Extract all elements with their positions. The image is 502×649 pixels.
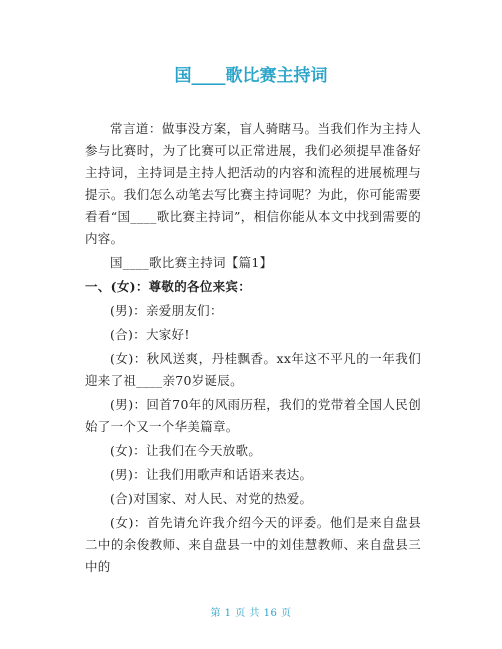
dialogue-line: (女)：秋风送爽，丹桂飘香。xx年这不平凡的一年我们迎来了祖____亲70岁诞辰。 <box>85 351 421 388</box>
dialogue-line: (男)：让我们用歌声和话语来表达。 <box>110 467 313 482</box>
intro-paragraph: 常言道：做事没方案，盲人骑瞎马。当我们作为主持人参与比赛时，为了比赛可以正常进展，我们必须提早准备好主持词，主持词是主持人把活动的内容和流程的进展梳理与提示。我们怎么动笔去写比赛主持词呢？为此，你可能需要看看“国____歌比赛主持词”，相信你能从本文中找到需要的内容。 <box>85 121 421 246</box>
dialogue-line: (女)：让我们在今天放歌。 <box>110 443 262 458</box>
page-footer: 第 1 页 共 16 页 <box>210 608 292 619</box>
section-heading: 一、(女)：尊敬的各位来宾： <box>85 279 252 294</box>
dialogue-line: (合)对国家、对人民、对党的热爱。 <box>110 491 313 506</box>
dialogue-line: (合)：大家好! <box>110 327 190 342</box>
document-body <box>85 118 421 580</box>
dialogue-line: (男)：回首70年的风雨历程，我们的党带着全国人民创始了一个又一个华美篇章。 <box>85 397 421 434</box>
dialogue-line: (男)：亲爱朋友们： <box>110 303 223 318</box>
page-title: 国____歌比赛主持词 <box>174 66 328 86</box>
dialogue-line: (女)：首先请允许我介绍今天的评委。他们是来自盘县二中的余俊教师、来自盘县一中的刘佳慧教师、来自盘县三中的 <box>85 515 421 574</box>
section-label: 国____歌比赛主持词【篇1】 <box>110 255 273 270</box>
